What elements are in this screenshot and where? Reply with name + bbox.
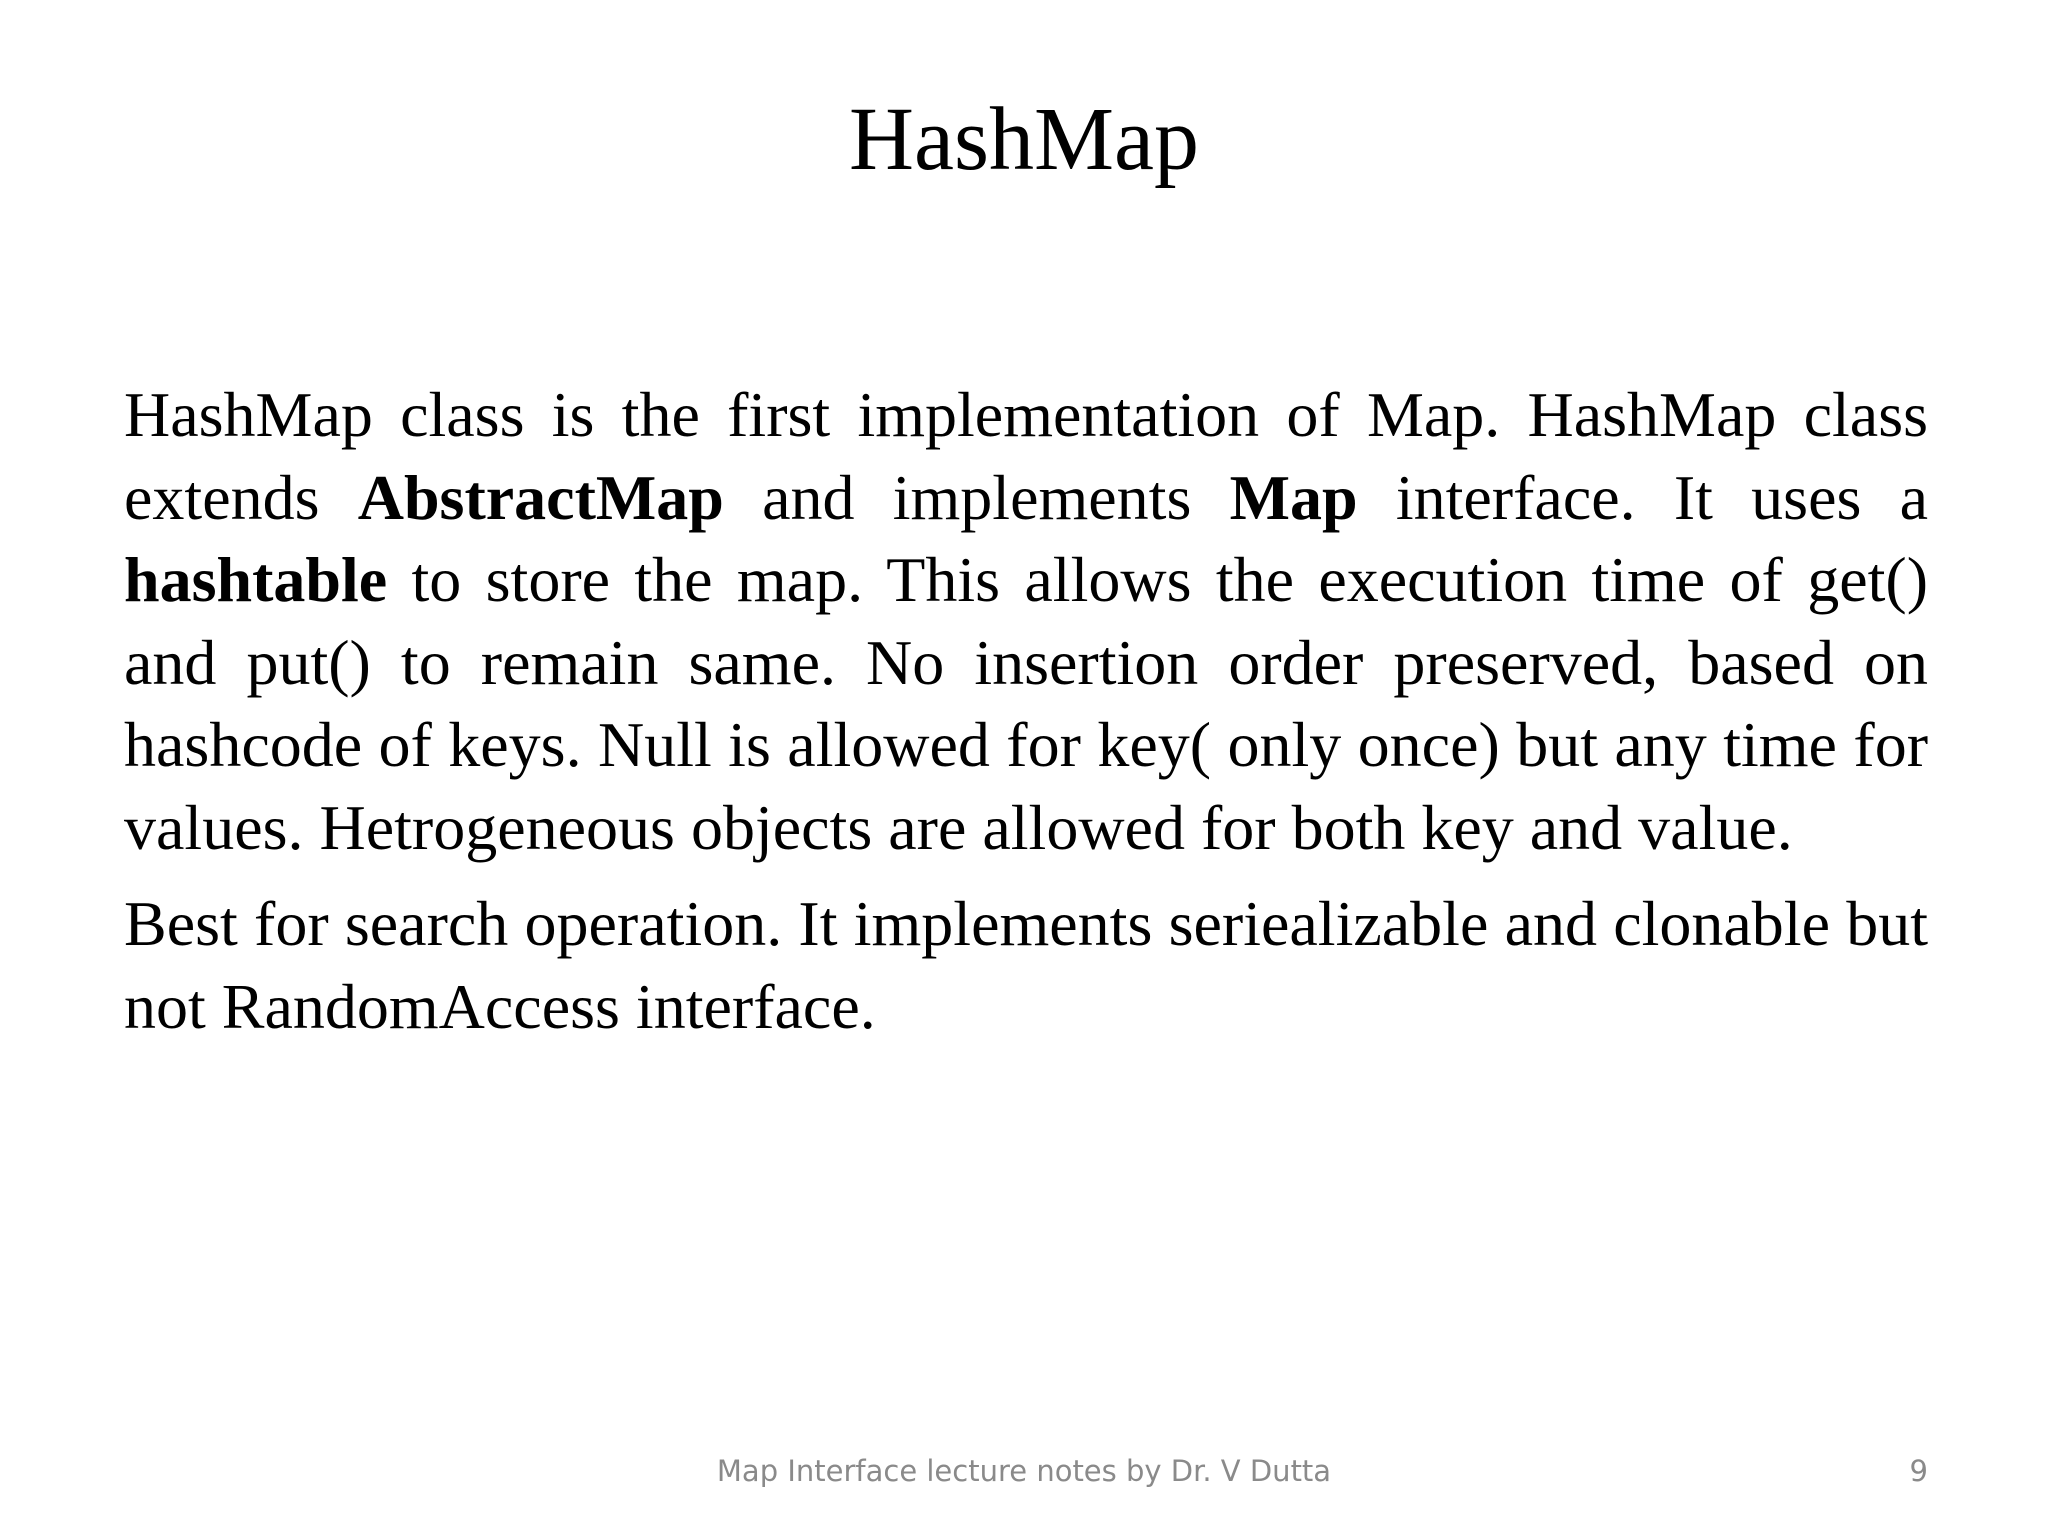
bold-term-hashtable: hashtable (124, 544, 388, 615)
slide-footer: Map Interface lecture notes by Dr. V Dutta (716, 1454, 1332, 1488)
paragraph-1-text-2: and implements (723, 461, 1230, 533)
paragraph-1-text-1: HashMap class is the first implementation of Map. HashMap class extends (124, 379, 1928, 533)
slide-body (124, 374, 1928, 1048)
page-number: 9 (1909, 1454, 1928, 1488)
bold-term-map: Map (1229, 461, 1358, 533)
paragraph-1-text-4: to store the map. This allows the execution time of get() and put() to remain same. No insertion order preserved, based on hashcode of keys. Null is allowed for key( only once) but any time for values. Hetrogeneous objects are allowed for both key and value. (124, 544, 1928, 863)
paragraph-1-text-3: interface. It uses a (1357, 461, 1929, 533)
bold-term-abstractmap: AbstractMap (357, 461, 724, 533)
body-paragraph-1 (124, 374, 1928, 869)
slide-title: HashMap (849, 90, 1199, 189)
body-paragraph-2: Best for search operation. It implements seriealizable and clonable but not RandomAccess interface. (124, 888, 1928, 1042)
